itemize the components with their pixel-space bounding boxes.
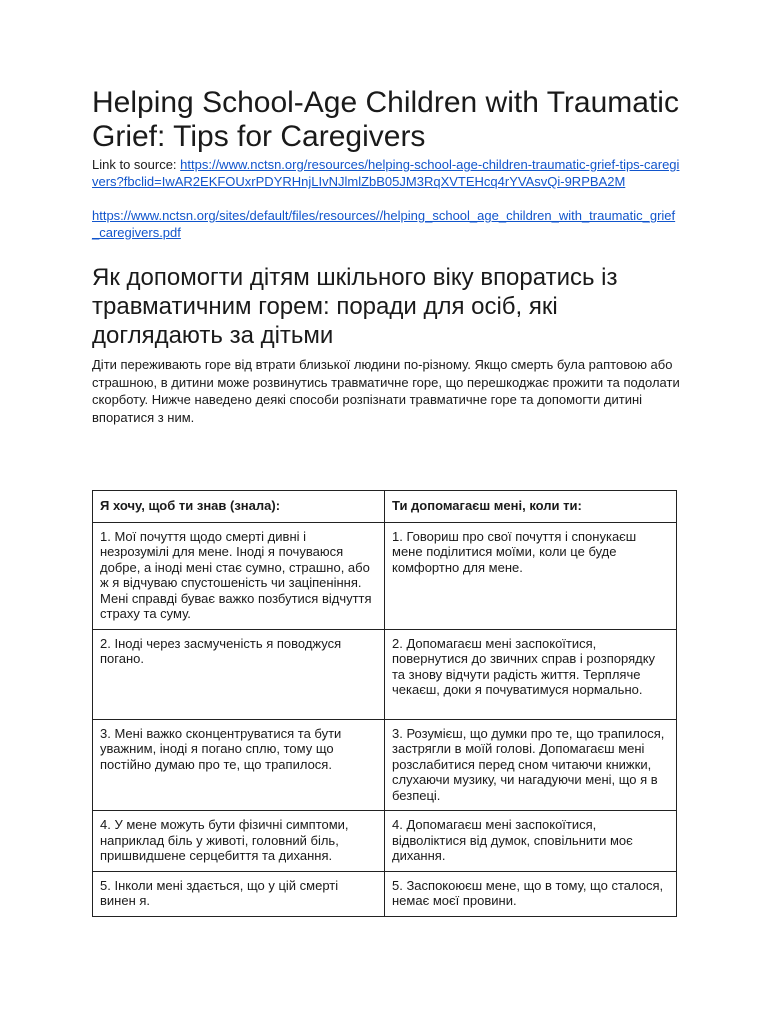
table-cell-help: 1. Говориш про свої почуття і спонукаєш мене поділитися моїми, коли це буде комфортно для мене. — [385, 522, 677, 629]
source-label: Link to source: — [92, 157, 181, 172]
table-row — [93, 522, 677, 629]
table-row — [93, 871, 677, 916]
table-row — [93, 811, 677, 872]
table-cell-help: 5. Заспокоюєш мене, що в тому, що сталося, немає моєї провини. — [385, 871, 677, 916]
table-header-row — [93, 491, 677, 523]
table-cell-help: 3. Розумієш, що думки про те, що трапилося, застрягли в моїй голові. Допомагаєш мені розслабитися перед сном читаючи книжки, слухаючи музику, чи нагадуючи мені, що я в безпеці. — [385, 719, 677, 811]
table-row — [93, 719, 677, 811]
table-row — [93, 629, 677, 719]
source-line-2 — [92, 207, 682, 241]
source-link-1[interactable]: https://www.nctsn.org/resources/helping-school-age-children-traumatic-grief-tips-caregivers?fbclid=IwAR2EKFOUxrPDYRHnjLIvNJlmlZbB05JM3RqXVTEHcq4rYVAsvQi-9RPBA2M — [92, 157, 680, 189]
section-heading: Як допомогти дітям шкільного віку впоратись із травматичним горем: поради для осіб, які доглядають за дітьми — [92, 264, 618, 349]
tips-table — [92, 490, 677, 917]
table-cell-help: 4. Допомагаєш мені заспокоїтися, відволіктися від думок, сповільнити моє дихання. — [385, 811, 677, 872]
header-i-want: Я хочу, щоб ти знав (знала): — [93, 491, 385, 523]
table-cell-help: 2. Допомагаєш мені заспокоїтися, повернутися до звичних справ і розпорядку та знову відчути радість життя. Терпляче чекаєш, доки я почуватимуся нормально. — [385, 629, 677, 719]
table-cell-feeling: 4. У мене можуть бути фізичні симптоми, наприклад біль у животі, головний біль, пришвидшене серцебиття та дихання. — [93, 811, 385, 872]
source-link-2[interactable]: https://www.nctsn.org/sites/default/files/resources//helping_school_age_children_with_traumatic_grief_caregivers.pdf — [92, 208, 676, 240]
table-cell-feeling: 1. Мої почуття щодо смерті дивні і незрозумілі для мене. Іноді я почуваюся добре, а іноді мені стає сумно, страшно, або ж я відчуваю спустошеність чи заціпеніння. Мені справді буває важко позбутися відчуття страху та суму. — [93, 522, 385, 629]
table-cell-feeling: 5. Інколи мені здається, що у цій смерті винен я. — [93, 871, 385, 916]
source-line — [92, 156, 682, 190]
table-cell-feeling: 2. Іноді через засмученість я поводжуся погано. — [93, 629, 385, 719]
intro-paragraph: Діти переживають горе від втрати близької людини по-різному. Якщо смерть була раптовою або страшною, в дитини може розвинутись травматичне горе, що перешкоджає прожити та подолати скорботу. Нижче наведено деякі способи розпізнати травматичне горе та допомогти дитині впоратися з ним. — [92, 357, 680, 425]
header-you-help: Ти допомагаєш мені, коли ти: — [385, 491, 677, 523]
table-cell-feeling: 3. Мені важко сконцентруватися та бути уважним, іноді я погано сплю, тому що постійно думаю про те, що трапилося. — [93, 719, 385, 811]
page-title: Helping School-Age Children with Traumatic Grief: Tips for Caregivers — [92, 86, 679, 153]
document-page — [92, 86, 682, 426]
